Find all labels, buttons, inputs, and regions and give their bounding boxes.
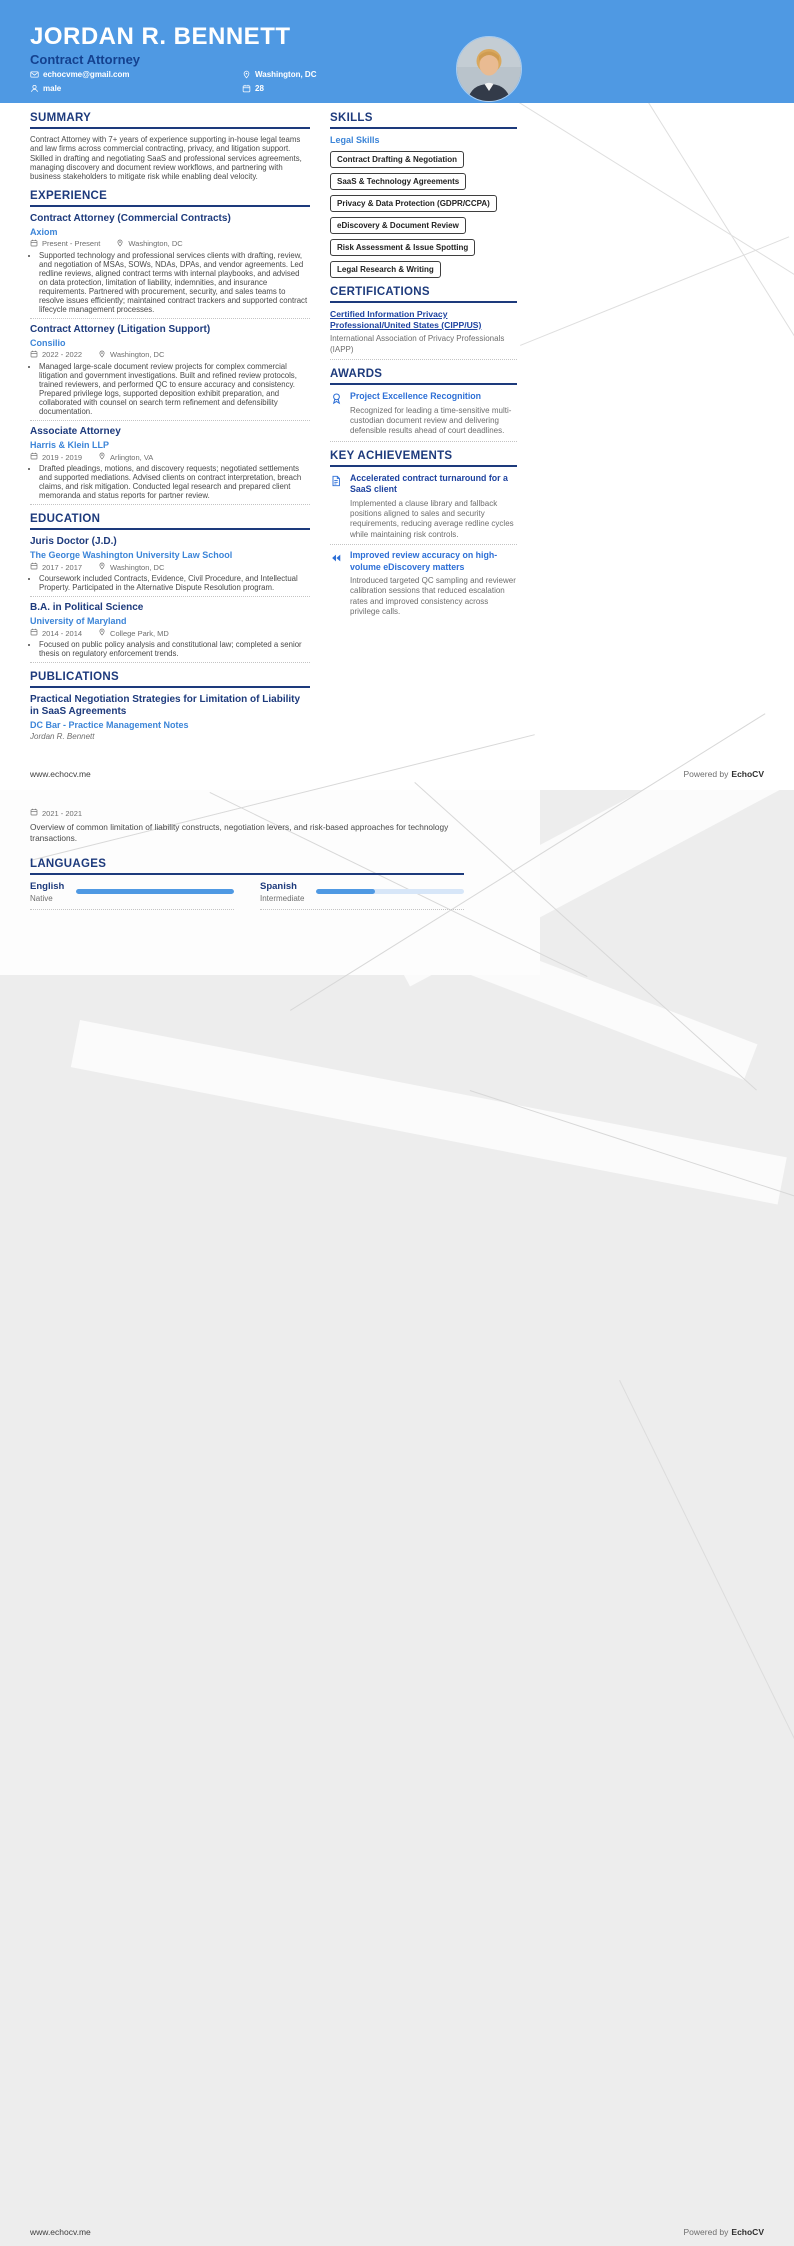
calendar-icon — [30, 562, 38, 572]
header-banner — [0, 0, 794, 103]
publication-meta — [30, 808, 464, 818]
contact-email-text: echocvme@gmail.com — [43, 70, 130, 79]
language-proficiency-fill — [316, 889, 375, 894]
language-proficiency-bar — [76, 889, 234, 894]
job-location: Washington, DC — [128, 239, 183, 249]
experience-heading: EXPERIENCE — [30, 190, 310, 207]
job-dates: Present - Present — [42, 239, 101, 249]
education-entry — [30, 536, 310, 597]
publication-title: Practical Negotiation Strategies for Limitation of Liability in SaaS Agreements — [30, 694, 301, 718]
skill-tag: Privacy & Data Protection (GDPR/CCPA) — [330, 195, 497, 212]
location-icon — [98, 350, 106, 360]
achievement-title: Accelerated contract turnaround for a SaaS client — [350, 472, 508, 495]
footer-site-link[interactable]: www.echocv.me — [30, 2227, 91, 2237]
contact-email[interactable] — [30, 70, 242, 79]
job-title: Associate Attorney — [30, 426, 121, 438]
section-education — [30, 513, 310, 663]
skills-heading: SKILLS — [330, 112, 517, 129]
achievement-description: Implemented a clause library and fallback positions aligned to sales and security requirements, reducing average redline cycles while maintaining risk controls. — [350, 498, 514, 539]
contact-location-text: Washington, DC — [255, 70, 317, 79]
job-location: Arlington, VA — [110, 452, 154, 462]
achievement-description: Introduced targeted QC sampling and reviewer calibration sessions that reduced escalation rates and improved consistency across privilege calls. — [350, 575, 516, 617]
certification-entry — [330, 309, 517, 360]
skill-tag: eDiscovery & Document Review — [330, 217, 466, 234]
summary-heading: SUMMARY — [30, 112, 310, 129]
education-entry — [30, 602, 310, 663]
rewind-icon — [330, 550, 344, 617]
contact-info — [30, 70, 316, 93]
footer-powered-by — [684, 769, 764, 779]
footer-brand: EchoCV — [731, 769, 764, 779]
skills-group-label: Legal Skills — [330, 135, 380, 145]
certification-issuer: International Association of Privacy Professionals (IAPP) — [330, 334, 505, 354]
company-name: Consilio — [30, 337, 66, 348]
language-proficiency-bar — [316, 889, 464, 894]
section-languages — [30, 858, 464, 910]
company-name: Harris & Klein LLP — [30, 440, 110, 451]
degree-title: Juris Doctor (J.D.) — [30, 536, 117, 548]
awards-heading: AWARDS — [330, 368, 517, 385]
calendar-icon — [30, 239, 38, 249]
publications-heading: PUBLICATIONS — [30, 671, 310, 688]
footer-brand: EchoCV — [731, 2227, 764, 2237]
education-bullet: • Focused on public policy analysis and constitutional law; completed a senior thesis on regulatory enforcement trends. — [39, 640, 310, 658]
profile-photo — [456, 36, 522, 102]
award-entry — [330, 391, 517, 442]
job-meta — [30, 452, 310, 462]
award-icon — [330, 391, 344, 437]
skill-tag: Legal Research & Writing — [330, 261, 441, 278]
document-icon — [330, 473, 344, 540]
page-footer — [30, 2227, 764, 2237]
education-meta — [30, 628, 310, 638]
company-name: Axiom — [30, 226, 58, 237]
decorative-line — [499, 90, 794, 303]
contact-gender-text: male — [43, 84, 62, 93]
degree-title: B.A. in Political Science — [30, 602, 144, 614]
job-bullet: • Managed large-scale document review projects for complex commercial litigation and government investigations. Built and refined review protocols, trained reviewers, and performed QC to ensure accuracy and consistency. Prepared privilege logs, supported deposition exhibit preparation, and collaborated with counsel on search term refinement and defensibility documentation. — [39, 362, 310, 416]
contact-age — [242, 84, 316, 93]
language-proficiency-fill — [76, 889, 234, 894]
languages-grid — [30, 881, 464, 910]
job-dates: 2022 - 2022 — [42, 350, 83, 360]
contact-gender — [30, 84, 242, 93]
publication-dates: 2021 - 2021 — [42, 808, 83, 818]
publication-entry — [30, 694, 310, 745]
calendar-icon — [30, 628, 38, 638]
footer-powered-prefix: Powered by — [683, 769, 729, 779]
page-2-content — [30, 806, 464, 910]
language-name: Spanish — [260, 880, 297, 892]
job-bullet: • Supported technology and professional services clients with drafting, review, and negotiation of MSAs, SOWs, NDAs, DPAs, and vendor agreements. Led redline reviews, aligned contract terms with internal playbooks, and advised on data protection, limitation of liability, indemnities, and insurance requirements. Partnered with procurement, security, and sales teams to resolve issues efficiently; maintained contract trackers and supported contract lifecycle management processes. — [39, 251, 310, 314]
location-icon — [242, 70, 251, 79]
page-footer — [30, 769, 764, 779]
language-item — [260, 881, 464, 910]
right-column — [330, 112, 517, 630]
languages-heading: LANGUAGES — [30, 858, 464, 875]
award-title: Project Excellence Recognition — [350, 391, 482, 402]
achievements-heading: KEY ACHIEVEMENTS — [330, 450, 517, 467]
publication-source: DC Bar - Practice Management Notes — [30, 720, 189, 731]
achievement-entry — [330, 473, 517, 545]
language-item — [30, 881, 234, 910]
summary-text: Contract Attorney with 7+ years of experience supporting in-house legal teams and law firms across commercial contracting, privacy, and litigation support. Skilled in drafting and negotiating SaaS and professional services agreements, managing discovery and document review workflows, and partnering with business stakeholders to mitigate risk while enabling deal velocity. — [30, 135, 302, 182]
publication-author: Jordan R. Bennett — [30, 732, 95, 742]
education-dates: 2014 - 2014 — [42, 628, 83, 638]
candidate-job-title: Contract Attorney — [30, 52, 141, 67]
job-meta — [30, 239, 310, 249]
section-certifications — [330, 286, 517, 360]
section-awards — [330, 368, 517, 442]
section-summary — [30, 112, 310, 182]
section-experience — [30, 190, 310, 506]
education-dates: 2017 - 2017 — [42, 562, 83, 572]
achievement-entry — [330, 550, 517, 621]
footer-powered-by — [684, 2227, 764, 2237]
school-name: The George Washington University Law School — [30, 550, 233, 561]
publication-description: Overview of common limitation of liability constructs, negotiation levers, and risk-based approaches for technology transactions. — [30, 822, 449, 843]
decorative-shape — [0, 790, 794, 2246]
education-bullet: • Coursework included Contracts, Evidence, Civil Procedure, and Intellectual Property. Participated in the Alternative Dispute Resolution program. — [39, 574, 310, 592]
location-icon — [98, 628, 106, 638]
experience-entry — [30, 213, 310, 319]
footer-site-link[interactable]: www.echocv.me — [30, 769, 91, 779]
experience-entry — [30, 426, 310, 505]
education-meta — [30, 562, 310, 572]
left-column — [30, 112, 310, 753]
certifications-heading: CERTIFICATIONS — [330, 286, 517, 303]
contact-location — [242, 70, 316, 79]
candidate-name: JORDAN R. BENNETT — [30, 23, 291, 50]
location-icon — [98, 452, 106, 462]
job-dates: 2019 - 2019 — [42, 452, 83, 462]
contact-age-text: 28 — [255, 84, 264, 93]
person-icon — [30, 84, 39, 93]
calendar-icon — [30, 452, 38, 462]
location-icon — [98, 562, 106, 572]
job-bullet: • Drafted pleadings, motions, and discovery requests; negotiated settlements and supported mediations. Advised clients on contract interpretation, breach claims, and risk mitigation. Conducted legal research and prepared client memoranda and status reports for partner review. — [39, 464, 310, 500]
location-icon — [116, 239, 124, 249]
certification-title: Certified Information Privacy Professional/United States (CIPP/US) — [330, 309, 482, 331]
education-location: College Park, MD — [110, 628, 169, 638]
school-name: University of Maryland — [30, 616, 127, 627]
calendar-icon — [30, 350, 38, 360]
section-skills — [330, 112, 517, 278]
job-title: Contract Attorney (Commercial Contracts) — [30, 212, 231, 224]
section-publications — [30, 671, 310, 745]
footer-powered-prefix: Powered by — [683, 2227, 729, 2237]
skill-tag: Risk Assessment & Issue Spotting — [330, 239, 475, 256]
experience-entry — [30, 324, 310, 421]
language-level: Native — [30, 893, 53, 903]
calendar-icon — [242, 84, 251, 93]
mail-icon — [30, 70, 39, 79]
language-level: Intermediate — [260, 893, 305, 903]
calendar-icon — [30, 808, 38, 818]
job-meta — [30, 350, 310, 360]
decorative-line — [520, 236, 789, 346]
section-key-achievements — [330, 450, 517, 622]
job-location: Washington, DC — [110, 350, 165, 360]
achievement-title: Improved review accuracy on high-volume eDiscovery matters — [350, 550, 498, 572]
education-location: Washington, DC — [110, 562, 165, 572]
skill-tag: SaaS & Technology Agreements — [330, 173, 466, 190]
language-name: English — [30, 880, 65, 892]
award-description: Recognized for leading a time-sensitive multi-custodian document review and delivering defensible results ahead of court deadlines. — [350, 405, 512, 436]
skill-tag: Contract Drafting & Negotiation — [330, 151, 464, 168]
education-heading: EDUCATION — [30, 513, 310, 530]
job-title: Contract Attorney (Litigation Support) — [30, 323, 211, 335]
